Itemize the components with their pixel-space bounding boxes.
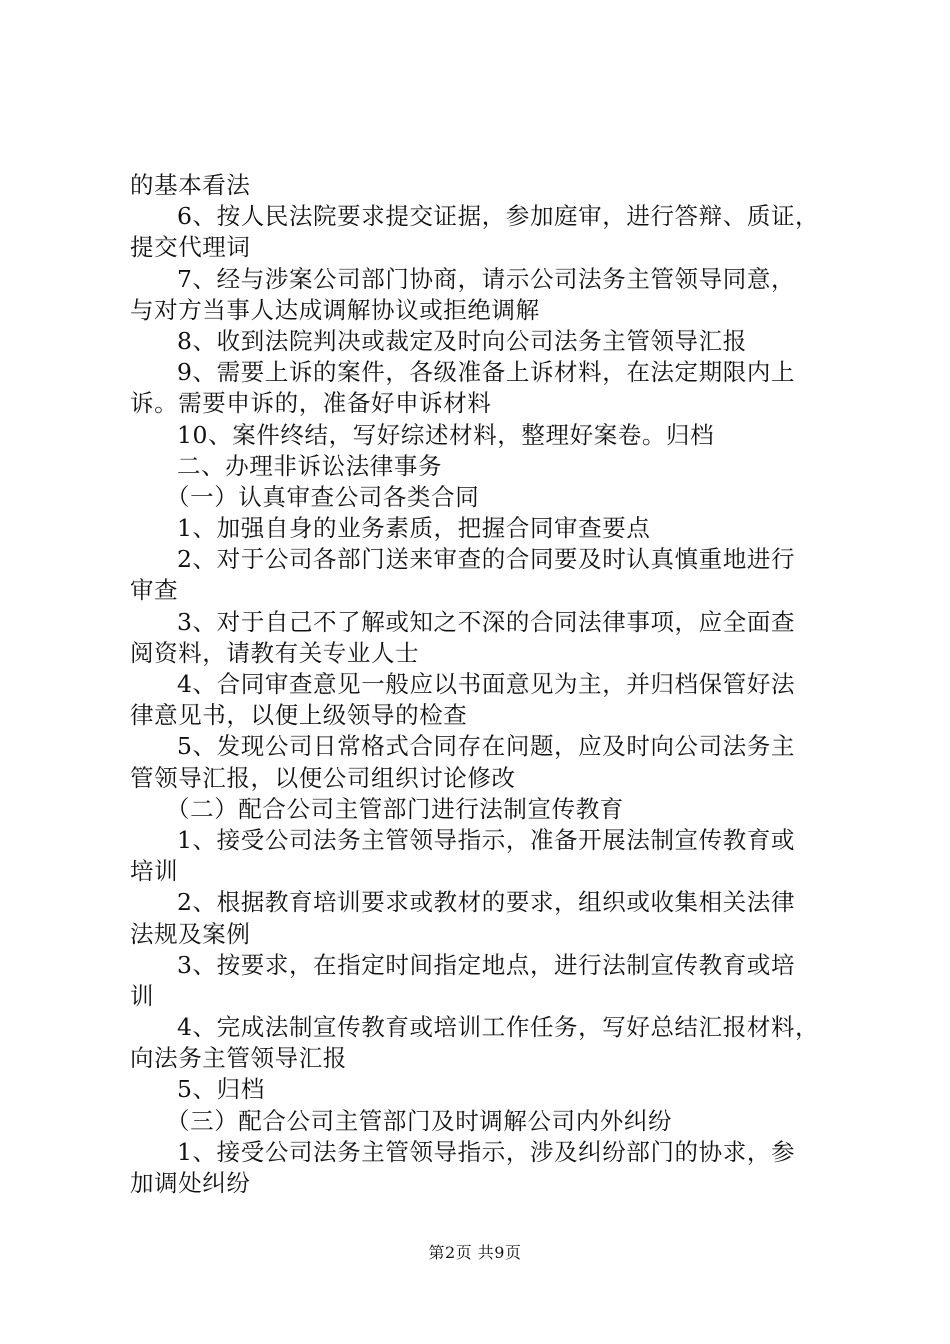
body-line: 8、收到法院判决或裁定及时向公司法务主管领导汇报 [177, 326, 747, 355]
body-line: 2、对于公司各部门送来审查的合同要及时认真慎重地进行 [177, 545, 796, 574]
body-line: 向法务主管领导汇报 [130, 1044, 347, 1073]
body-line: 7、经与涉案公司部门协商，请示公司法务主管领导同意， [177, 264, 796, 293]
document-body [130, 170, 840, 1199]
body-line: 3、对于自己不了解或知之不深的合同法律事项，应全面查 [177, 607, 796, 636]
body-line: 阅资料，请教有关专业人士 [130, 638, 420, 667]
body-line: 培训 [130, 857, 179, 886]
subsection-heading: （一）认真审查公司各类合同 [166, 482, 480, 511]
body-line: 法规及案例 [130, 919, 251, 948]
body-line: 律意见书，以便上级领导的检查 [130, 701, 468, 730]
body-line: 4、合同审查意见一般应以书面意见为主，并归档保管好法 [177, 670, 796, 698]
subsection-heading: （二）配合公司主管部门进行法制宣传教育 [166, 794, 624, 823]
body-line: 与对方当事人达成调解协议或拒绝调解 [130, 295, 540, 324]
page-footer [0, 1243, 950, 1263]
body-line: 1、接受公司法务主管领导指示，涉及纠纷部门的协求，参 [177, 1137, 796, 1166]
body-line: 诉。需要申诉的，准备好申诉材料 [130, 389, 492, 418]
body-line: 的基本看法 [130, 171, 251, 199]
body-line: 6、按人民法院要求提交证据，参加庭审，进行答辩、质证， [177, 202, 820, 231]
section-heading: 二、办理非诉讼法律事务 [177, 451, 443, 480]
body-line: 3、按要求，在指定时间指定地点，进行法制宣传教育或培 [177, 950, 796, 979]
body-line: 5、归档 [177, 1075, 265, 1104]
body-line: 加调处纠纷 [130, 1169, 251, 1197]
body-line: 1、接受公司法务主管领导指示，准备开展法制宣传教育或 [177, 825, 796, 854]
subsection-heading: （三）配合公司主管部门及时调解公司内外纠纷 [166, 1106, 673, 1135]
body-line: 2、根据教育培训要求或教材的要求，组织或收集相关法律 [177, 888, 796, 917]
body-line: 管领导汇报，以便公司组织讨论修改 [130, 763, 516, 792]
body-line: 1、加强自身的业务素质，把握合同审查要点 [177, 514, 651, 543]
page-number: 第2页 共9页 [428, 1243, 522, 1262]
body-line: 4、完成法制宣传教育或培训工作任务，写好总结汇报材料， [177, 1013, 820, 1042]
body-line: 10、案件终结，写好综述材料，整理好案卷。归档 [177, 420, 715, 449]
body-line: 5、发现公司日常格式合同存在问题，应及时向公司法务主 [177, 732, 796, 761]
body-line: 提交代理词 [130, 233, 251, 262]
body-line: 训 [130, 981, 155, 1010]
body-line: 审查 [130, 576, 179, 605]
body-line: 9、需要上诉的案件，各级准备上诉材料，在法定期限内上 [177, 358, 796, 387]
